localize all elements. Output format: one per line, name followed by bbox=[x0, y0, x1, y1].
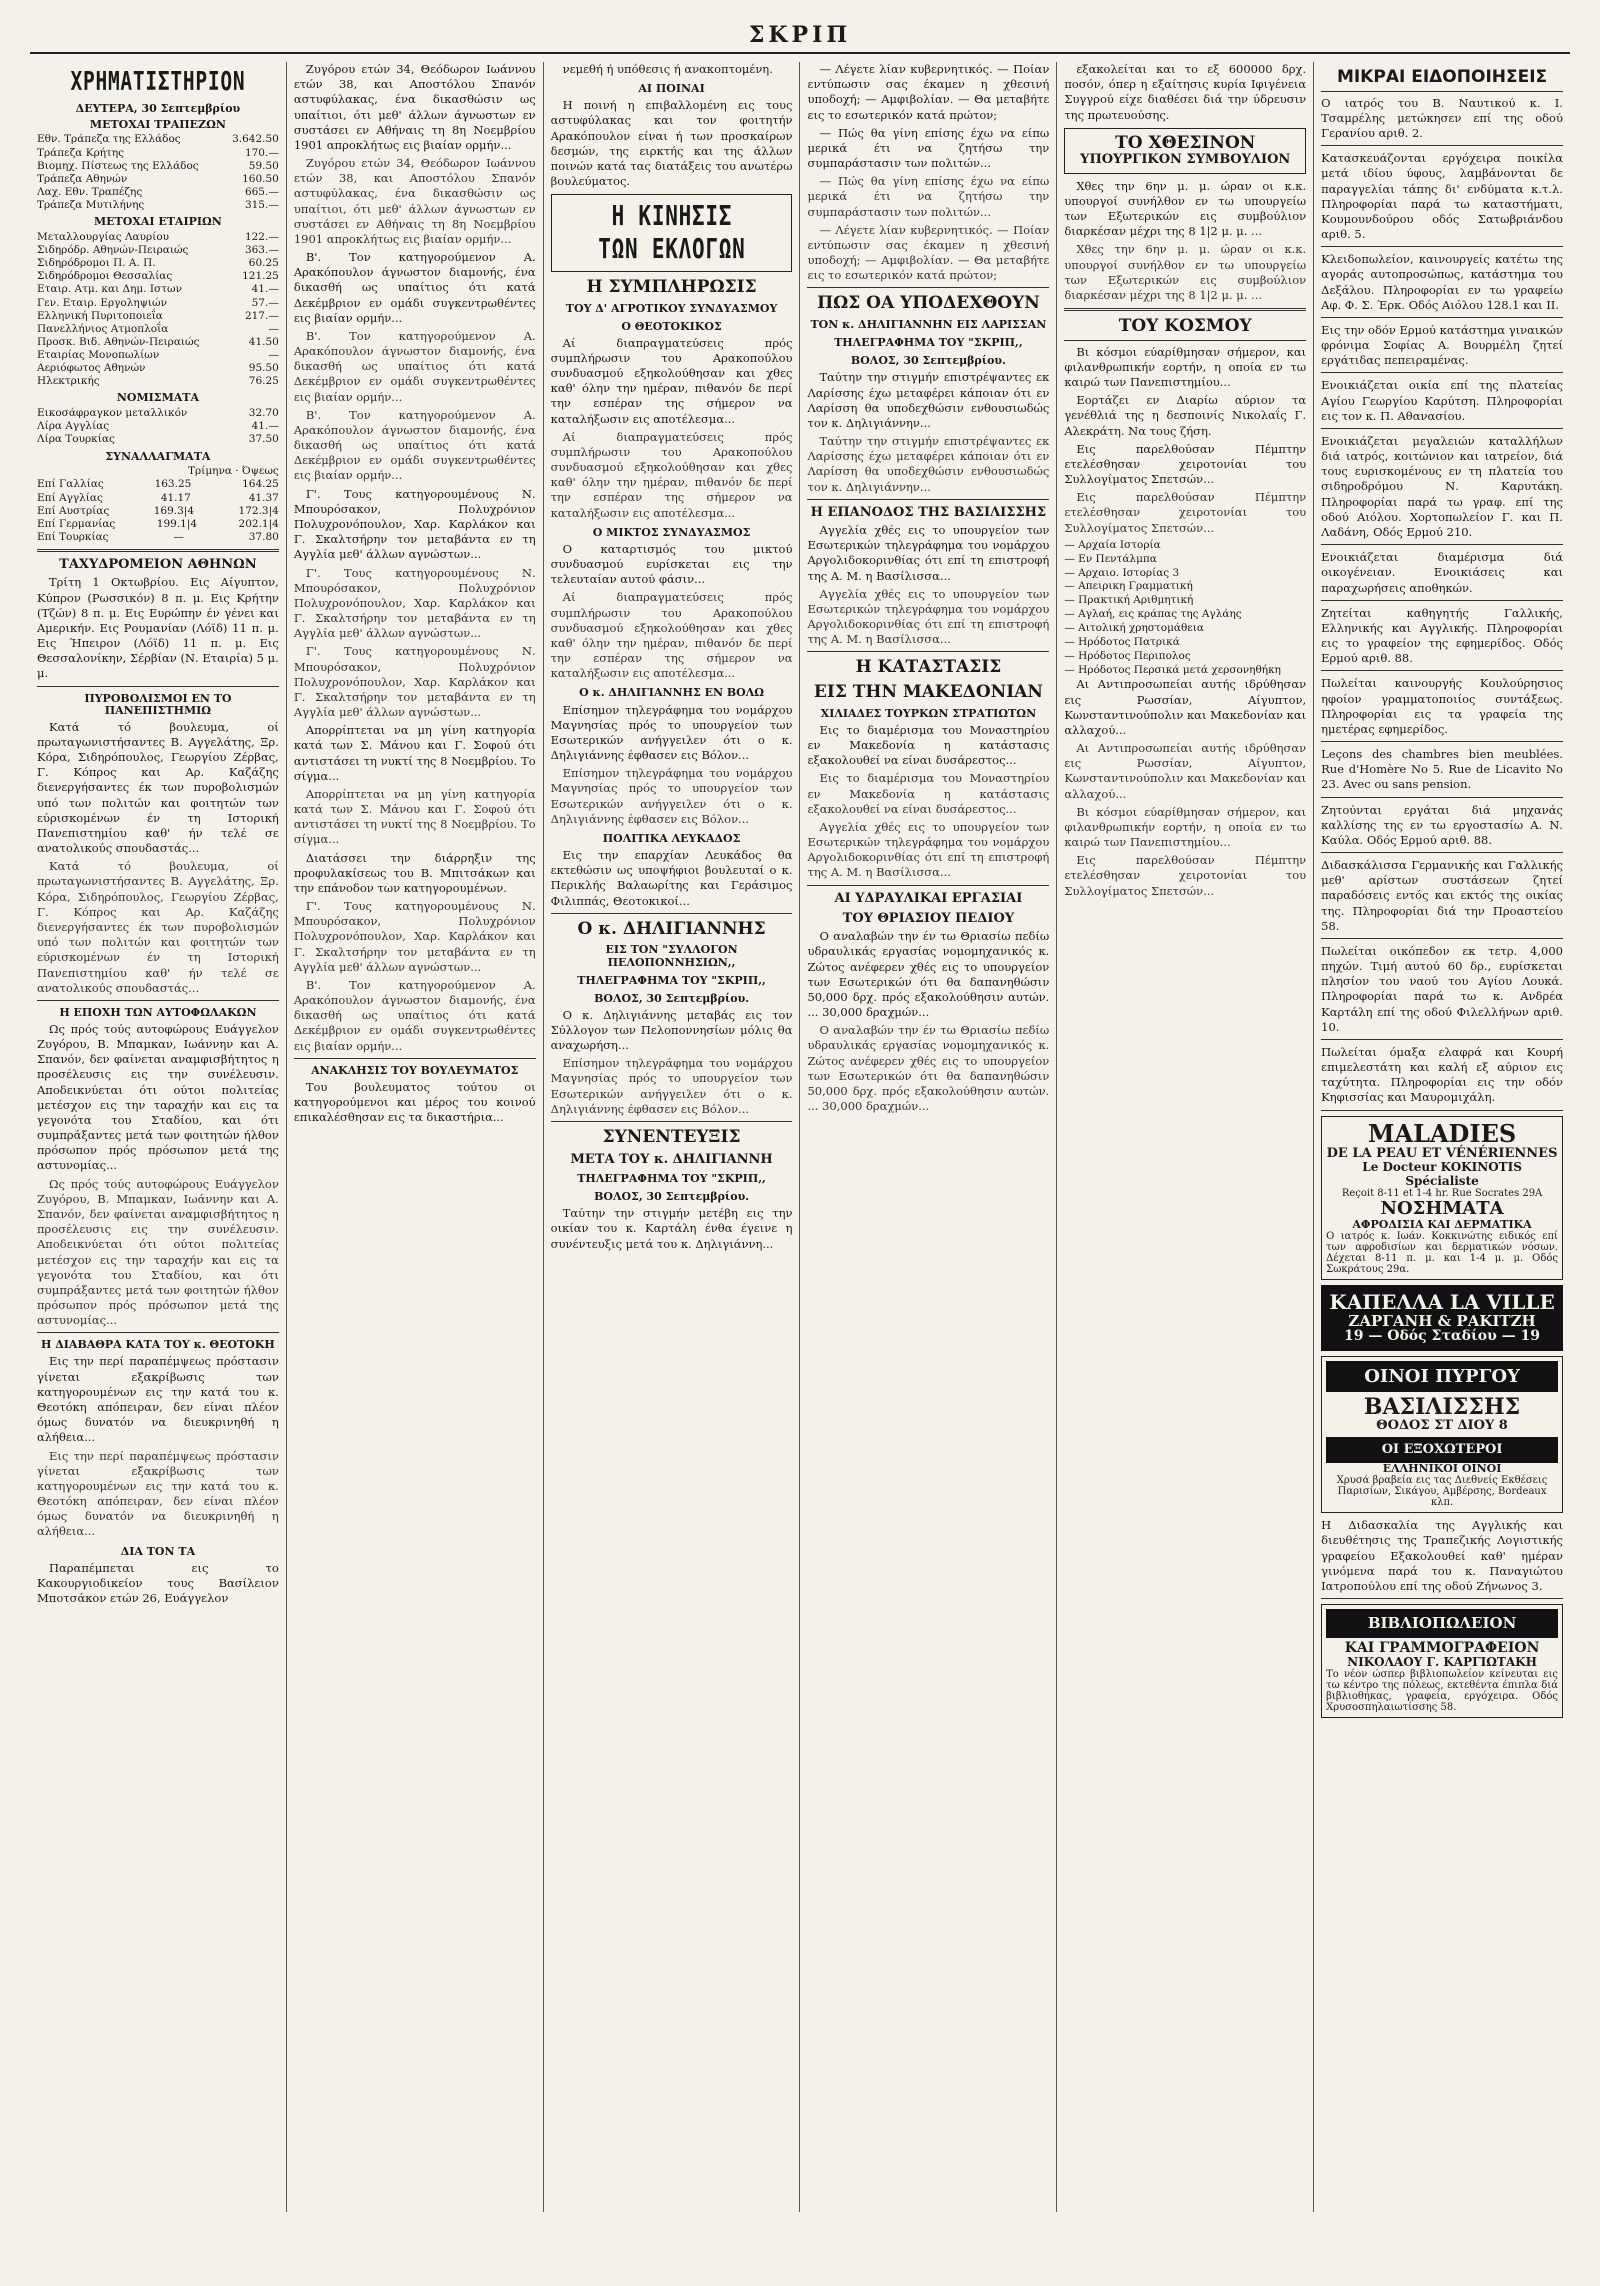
market-cell: 172.3|4 bbox=[238, 504, 279, 517]
volos-heading: Ο κ. ΔΗΛΙΓΙΑΝΝΗΣ ΕΝ ΒΟΛΩ bbox=[579, 686, 765, 700]
market-cell: — bbox=[268, 349, 279, 362]
market-cell: Επί Αυστρίας bbox=[37, 504, 110, 517]
col2-text-5c: Β'. Τον κατηγορούμενον Α. Αρακόπουλον άγνωστον διαμονής, ένα δικασθή ως υπαίτιος ότι κατά Δεκέμβριον εν ομάδι συγκεντρωθέντες εις βιαίαν ορμήν... bbox=[293, 977, 536, 1053]
market-cell: Εικοσάφραγκον μεταλλικόν bbox=[37, 407, 188, 420]
completion-heading: Η ΣΥΜΠΛΗΡΩΣΙΣ bbox=[586, 276, 757, 297]
list-heading: ΔΙΑ ΤΟΝ ΤΑ bbox=[120, 1544, 196, 1558]
market-cell: 315.— bbox=[244, 199, 279, 212]
market-cell: 37.50 bbox=[248, 433, 279, 446]
dateline-2: ΒΟΛΟΣ, 30 Σεπτεμβρίου. bbox=[594, 1190, 750, 1204]
bookshop-owner: ΝΙΚΟΛΑΟΥ Γ. ΚΑΡΓΙΩΤΑΚΗ bbox=[1347, 1654, 1537, 1669]
col4-text-2c: — Λέγετε λίαν κυβερνητικός. — Ποίαν εντύπωσιν σας έκαμεν η χθεσινή υποδοχή; — Αμφιβολίαν. — Θα μεταβήτε εις το εσωτερικόν κατά πρώτον; bbox=[807, 222, 1050, 283]
market-cell: 665.— bbox=[244, 185, 279, 198]
world-heading: ΤΟΥ ΚΟΣΜΟΥ bbox=[1118, 316, 1252, 337]
columns bbox=[30, 62, 1570, 2212]
world-text-3: Εις παρελθούσαν Πέμπτην ετελέσθησαν χειροτονίαι του Συλλογίματος Σπετσών... bbox=[1064, 441, 1307, 487]
maladies-ad bbox=[1321, 1116, 1563, 1280]
penalties-text: Η ποινή η επιβαλλομένη εις τους αστυφύλακας και τον φοιτητήν Αρακόπουλον είναι ή των προσκαίρων δεσμών, της ειρκτής και της άλλων ποινών κατά τας διατάξεις του ανωτέρω βουλεύματος. bbox=[550, 98, 793, 189]
classified-ad: Πωλείται καινουργής Κουλούρησιος ηφοίον γραμματοποιίος συντάξεως. Πληροφορίαι εις τα γραφεία της ημετέρας εφημερίδος. bbox=[1321, 676, 1563, 742]
mixed-text-cont: Αί διαπραγματεύσεις πρός συμπλήρωσιν του Αρακοπούλου συνδυασμού εξηκολούθησαν και χθες καθ' όλην την ημέραν, πιθανόν δε περί την εσπέραν της σήμερον να καταλήξωσιν εις αποτέλεσμα... bbox=[550, 590, 793, 681]
stock-exchange-heading: ΧΡΗΜΑΤΙΣΤΗΡΙΟΝ bbox=[70, 67, 246, 97]
market-row bbox=[37, 147, 279, 160]
market-row bbox=[37, 336, 279, 349]
bank-shares-heading: ΜΕΤΟΧΑΙ ΤΡΑΠΕΖΩΝ bbox=[89, 117, 226, 131]
market-cell: Αεριόφωτος Αθηνών bbox=[37, 362, 146, 375]
defense-heading: Η ΔΙΑΒΑΘΡΑ ΚΑΤΑ ΤΟΥ κ. ΘΕΟΤΟΚΗ bbox=[41, 1338, 275, 1352]
telegram-label-2: ΤΗΛΕΓΡΑΦΗΜΑ ΤΟΥ "ΣΚΡΙΠ,, bbox=[577, 1171, 766, 1185]
hats-names: ΖΑΡΓΑΝΗ & ΡΑΚΙΤΖΗ bbox=[1348, 1311, 1536, 1330]
maladies-title: MALADIES bbox=[1367, 1118, 1517, 1148]
market-row bbox=[37, 270, 279, 283]
elections-heading-2: ΤΩΝ ΕΚΛΟΓΩΝ bbox=[597, 232, 746, 266]
market-row bbox=[37, 407, 279, 420]
market-cell: 163.25 bbox=[154, 478, 192, 491]
classified-ad: Πωλείται οικόπεδον εκ τετρ. 4,000 πηχών. Τιμή αυτού 60 δρ., ευρίσκεται πλησίον του ναού του Αγίου Λουκά. Πληροφορίαι παρά τω κ. Ανδρέα Καρτάλη επί της οδού Φιλελλήνων αριθ. 10. bbox=[1321, 944, 1563, 1040]
cabinet-heading-2: ΥΠΟΥΡΓΙΚΟΝ ΣΥΜΒΟΥΛΙΟΝ bbox=[1080, 152, 1291, 168]
market-row bbox=[37, 186, 279, 199]
macedonia-heading-1: Η ΚΑΤΑΣΤΑΣΙΣ bbox=[855, 657, 1002, 678]
market-row bbox=[37, 518, 279, 531]
theotokis-text-cont: Αί διαπραγματεύσεις πρός συμπλήρωσιν του Αρακοπούλου συνδυασμού εξηκολούθησαν και χθες καθ' όλην την ημέραν, πιθανόν δε περί την εσπέραν της σήμερον να καταλήξωσιν εις αποτέλεσμα... bbox=[550, 429, 793, 520]
market-cell: Γεν. Εταιρ. Εργοληψιών bbox=[37, 296, 167, 309]
world-text-2: Εορτάζει εν Διαρίω αύριον τα γενέθλιά της η δεσποινίς Νικολαΐς Γ. Αλεκράτη. Να τους ζήση. bbox=[1064, 393, 1307, 438]
defense-text: Εις την περί παραπέμψεως πρόστασιν γίνεται εξακρίβωσις των κατηγορουμένων εις την κατά του κ. Θεοτόκη απόπειραν, δεν είναι πλέον όμως δυνατόν να διευκρινηθή η αλήθεια... bbox=[37, 1354, 279, 1445]
col2-text-4: Απορρίπτεται να μη γίνη κατηγορία κατά των Σ. Μάνου και Γ. Σοφού ότι αντιστάσει τη νυκτί της 8 Νοεμβρίου. Το σίγμα... bbox=[293, 723, 536, 783]
market-row bbox=[37, 420, 279, 433]
market-cell: Σιδηρόδρ. Αθηνών-Πειραιώς bbox=[37, 244, 189, 257]
col4-text-2: — Πώς θα γίνη επίσης έχω να είπω μερικά έτι να ζητήσω την συμπαράστασιν των πολιτών... bbox=[807, 125, 1050, 171]
column-2 bbox=[287, 62, 544, 2212]
books-list bbox=[1064, 539, 1306, 678]
market-row bbox=[37, 362, 279, 375]
hats-address: 19 — Οδός Σταδίου — 19 bbox=[1344, 1328, 1541, 1345]
dateline-3: ΒΟΛΟΣ, 30 Σεπτεμβρίου. bbox=[850, 354, 1006, 368]
market-cell: 199.1|4 bbox=[156, 517, 198, 530]
market-cell: 160.50 bbox=[242, 172, 279, 185]
market-cell: Ελληνική Πυριτοποιεΐα bbox=[37, 309, 163, 322]
market-cell: Λίρα Τουρκίας bbox=[37, 433, 115, 446]
col3-text-0: νεμεθή ή υπόθεσις ή ανακοπτομένη. bbox=[562, 62, 773, 76]
classified-ad: Ζητούνται εργάται διά μηχανάς καλλίσης της εν τω εργοστασίω Α. Ν. Καύλα. Οδός Ερμού αριθ. 88. bbox=[1321, 803, 1563, 854]
diligiannis-text-cont: Επίσημον τηλεγράφημα του νομάρχου Μαγνησίας πρός το υπουργείον των Εσωτερικών ανήγγειλεν ότι ο κ. Δηλιγιάννης έφθασεν εις Βόλον... bbox=[550, 1056, 793, 1116]
col2-text-2: Β'. Τον κατηγορούμενον Α. Αρακόπουλον άγνωστον διαμονής, ένα δικασθή ως υπαίτιος ότι κατά Δεκέμβριον εν ομάδι συγκεντρωθέντες εις βιαίαν ορμήν... bbox=[293, 250, 536, 325]
hats-ad bbox=[1321, 1285, 1563, 1351]
book-item: — Αιτολική χρηστομάθεια bbox=[1064, 621, 1204, 634]
interview-text: Ταύτην την στιγμήν μετέβη εις την οικίαν του κ. Καρτάλη ένθα έγεινε η συνέντευξις μετά του κ. Δηλιγιάννη... bbox=[550, 1206, 793, 1251]
classified-ads-list bbox=[1321, 96, 1563, 1111]
bank-shares-list bbox=[37, 133, 279, 212]
hydraulic-text: Ο αναλαβών την έν τω Θριασίω πεδίω υδραυλικάς εργασίας νομομηχανικός κ. Ζώτος ανέφερεν χθές εις το υπουργείον των Εσωτερικών ότι θα δαπανηθώσιν 50,000 δρχ. πρός εξακολούθησιν αυτών. ... 30,000 δραχμών... bbox=[807, 929, 1050, 1020]
shootings-text: Κατά τό βουλευμα, οί πρωταγωνιστήσαντες Β. Αγγελάτης, Ξρ. Κόρα, Σιδηρόπουλος, Γεωργίου Ζέρβας, Γ. Κόπρος και Αρ. Καζάζης διενεργήσαντες έκ των πυροβολισμών υπό των πολιτών και φοιτητών των εύρισκομένων έν τη Ιστορική Πανεπιστημίου καθ' ήν τελέ σε ανατολικούς σπουδαστάς... bbox=[37, 719, 279, 856]
column-5 bbox=[1057, 62, 1314, 2212]
telegram-label-1: ΤΗΛΕΓΡΑΦΗΜΑ ΤΟΥ "ΣΚΡΙΠ,, bbox=[577, 973, 766, 987]
reception-text: Ταύτην την στιγμήν επιστρέψαντες εκ Λαρίσσης έχω μεταφέρει κάποιαν ότι εν Λαρίσση θα υποδεχθώσιν ενθουσιωδώς τον κ. Δηλιγιάννην... bbox=[807, 370, 1050, 430]
classified-ad: Διδασκάλισσα Γερμανικής και Γαλλικής μεθ' αρίστων συστάσεων ζητεί παραδόσεις εντός και εκτός της οικίας της. Πληροφορίαι διά την Προαστείου 58. bbox=[1321, 858, 1563, 939]
col2-text-4b: Απορρίπτεται να μη γίνη κατηγορία κατά των Σ. Μάνου και Γ. Σοφού ότι αντιστάσει τη νυκτί της 8 Νοεμβρίου. Το σίγμα... bbox=[293, 786, 536, 847]
market-row bbox=[37, 505, 279, 518]
shootings-heading: ΠΥΡΟΒΟΛΙΣΜΟΙ ΕΝ ΤΟ ΠΑΝΕΠΙΣΤΗΜΙΩ bbox=[84, 691, 232, 717]
market-row bbox=[37, 349, 279, 362]
market-cell: 41.— bbox=[251, 420, 279, 433]
diligiannis-subheading: ΕΙΣ ΤΟΝ "ΣΥΛΛΟΓΟΝ ΠΕΛΟΠΟΝΝΗΣΙΩΝ,, bbox=[605, 943, 738, 969]
cabinet-text-cont: Χθες την 6ην μ. μ. ώραν οι κ.κ. υπουργοί συνήλθον εν τω υπουργείω των Εξωτερικών εις συμβούλιον διαρκέσαν μέχρι της 8 1|2 μ. μ. ... bbox=[1064, 242, 1307, 302]
world-text-1: Βι κόσμοι εύαρίθμησαν σήμερον, και φιλανθρωπικήν εορτήν, η οποία εν τω καιρώ των Πανεπιστημίου... bbox=[1064, 344, 1307, 390]
reception-subheading: ΤΟΝ κ. ΔΗΛΙΓΙΑΝΝΗΝ ΕΙΣ ΛΑΡΙΣΣΑΝ bbox=[810, 318, 1047, 332]
market-cell: 37.80 bbox=[248, 530, 279, 543]
column-3 bbox=[544, 62, 801, 2212]
macedonia-text: Εις το διαμέρισμα του Μοναστηρίου εν Μακεδονία η κατάστασις εξακολουθεί να είναι δυσάρεστος... bbox=[807, 722, 1050, 768]
market-row bbox=[37, 283, 279, 296]
bookshop-ad bbox=[1321, 1604, 1563, 1718]
book-item: — Απειρικη Γραμματική bbox=[1064, 580, 1193, 593]
list-text: Παραπέμπεται εις το Κακουργιοδικείον τους Βασίλειον Μποτσάκον ετών 26, Ευάγγελον bbox=[37, 1560, 279, 1605]
col4-text-1: — Λέγετε λίαν κυβερνητικός. — Ποίαν εντύπωσιν σας έκαμεν η χθεσινή υποδοχή; — Αμφιβολίαν. — Θα μεταβήτε εις το εσωτερικόν κατά πρώτον; bbox=[807, 62, 1050, 122]
stock-date: ΔΕΥΤΕΡΑ, 30 Σεπτεμβρίου bbox=[75, 101, 241, 115]
classified-ad: Κλειδοπωλείον, καινουργείς κατέτω της αγοράς αυτοπροσώπως, κατάστημα του Δεξάλου. Πληροφορίαι εν τω γραφείω Αφ. Φ. Σ. Έρκ. Οδός Αιόλου 128.1 και ΙΙ. bbox=[1321, 252, 1563, 318]
classified-ad: Κατασκευάζονται εργόχειρα ποικίλα μετά ιδίου ύφους, λαμβάνονται δε παραγγελίαι τάπης δι' ενδύματα κ.τ.λ. Πληροφορίαι παρά τω καταστήματι, Κουμουνδούρου οδός Σατωβριάνδου αριθ. 5. bbox=[1321, 151, 1563, 247]
classified-ad: Ζητείται καθηγητής Γαλλικής, Ελληνικής και Αγγλικής. Πληροφορίαι εις το γραφείον της εφημερίδος. Οδός Ερμού αριθ. 88. bbox=[1321, 606, 1563, 672]
completion-subheading: ΤΟΥ Δ' ΑΓΡΟΤΙΚΟΥ ΣΥΝΔΥΑΣΜΟΥ bbox=[565, 301, 778, 315]
defense-text-cont: Εις την περί παραπέμψεως πρόστασιν γίνεται εξακρίβωσις των κατηγορουμένων εις την κατά του κ. Θεοτόκη απόπειραν, δεν είναι πλέον όμως δυνατόν να διευκρινηθή η αλήθεια... bbox=[37, 1448, 279, 1539]
cabinet-heading-1: ΤΟ ΧΘΕΣΙΝΟΝ bbox=[1115, 132, 1256, 153]
police-text-cont: Ως πρός τούς αυτοφώρους Ευάγγελον Ζυγόρου, Β. Μπαμκαν, Ιωάννην και Α. Σπανόν, δεν φαίνεται αναμφισβήτητος η προσέλευσις εις την συνέλευσιν. Αποδεικνύεται ότι ούτοι πολιτείας μετέσχον εις την ταραχήν και εις τα γεγονότα του Σταδίου, και ότι συμπράξαντες μετά των φοιτητών ήλθον πρόσωπον πρός πρόσωπον μετά της αστυνομίας... bbox=[37, 1176, 279, 1328]
hydraulic-heading-1: ΑΙ ΥΔΡΑΥΛΙΚΑΙ ΕΡΓΑΣΙΑΙ bbox=[834, 890, 1023, 906]
recall-heading: ΑΝΑΚΛΗΣΙΣ ΤΟΥ ΒΟΥΛΕΥΜΑΤΟΣ bbox=[311, 1063, 519, 1077]
hydraulic-heading-2: ΤΟΥ ΘΡΙΑΣΙΟΥ ΠΕΔΙΟΥ bbox=[842, 910, 1015, 926]
market-row bbox=[37, 531, 279, 544]
market-cell: Τράπεζα Κρήτης bbox=[37, 146, 125, 159]
market-row bbox=[37, 257, 279, 270]
recall-text: Του βουλευματος τούτου οι κατηγορούμενοι και μέρος του κοινού επικαλέσθησαν εις τα δικαστήρια... bbox=[293, 1079, 536, 1125]
hydraulic-text-cont: Ο αναλαβών την έν τω Θριασίω πεδίω υδραυλικάς εργασίας νομομηχανικός κ. Ζώτος ανέφερεν χθές εις το υπουργείον των Εσωτερικών ότι θα δαπανηθώσιν 50,000 δρχ. πρός εξακολούθησιν αυτών. ... 30,000 δραχμών... bbox=[807, 1023, 1050, 1114]
police-text: Ως πρός τούς αυτοφώρους Ευάγγελον Ζυγόρου, Β. Μπαμκαν, Ιωάννην και Α. Σπανόν, δεν φαίνεται αναμφισβήτητος η προσέλευσις εις την συνέλευσιν. Αποδεικνύεται ότι ούτοι πολιτείας μετέσχον εις την ταραχήν και εις τα γεγονότα του Σταδίου, και ότι συμπράξαντες μετά των φοιτητών ήλθον πρόσωπον πρός πρόσωπον μετά της αστυνομίας... bbox=[37, 1021, 279, 1173]
maladies-greek-title: ΝΟΣΗΜΑΤΑ bbox=[1380, 1197, 1504, 1219]
ads-heading: ΜΙΚΡΑΙ ΕΙΔΟΠΟΙΗΣΕΙΣ bbox=[1336, 67, 1548, 87]
mixed-text: Ο καταρτισμός του μικτού συνδυασμού ευρίσκεται εις την τελευταίαν αυτού φάσιν... bbox=[550, 541, 793, 587]
col2-text-1b: Ζυγόρου ετών 34, Θεόδωρον Ιωάννου ετών 38, και Αποστόλου Σπανόν αστυφύλακας, ένα δικασθώσιν ως υπαίτιοι, ότι μεθ' άλλων άγνωστων εν συστάσει εν Αθήναις τη 8η Νοεμβρίου 1901 απροκλήτως εις βιαίαν ορμήν... bbox=[293, 156, 536, 246]
exchange-columns: Τρίμηνα · Όψεως bbox=[188, 465, 279, 478]
market-cell: 41.17 bbox=[160, 491, 191, 504]
book-item: — Ηρόδοτος Περιπολος bbox=[1064, 649, 1191, 662]
bookshop-subtitle: ΚΑΙ ΓΡΑΜΜΟΓΡΑΦΕΙΟΝ bbox=[1344, 1639, 1540, 1656]
book-item: — Αρχαία Ιστορία bbox=[1064, 538, 1161, 551]
market-cell: 60.25 bbox=[248, 257, 279, 270]
wine-greek: ΕΛΛΗΝΙΚΟΙ ΟΙΝΟΙ bbox=[1382, 1462, 1502, 1476]
maladies-greek-subtitle: ΑΦΡΟΔΙΣΙΑ ΚΑΙ ΔΕΡΜΑΤΙΚΑ bbox=[1352, 1217, 1532, 1231]
macedonia-heading-2: ΕΙΣ ΤΗΝ ΜΑΚΕΔΟΝΙΑΝ bbox=[813, 682, 1043, 703]
interview-subheading: ΜΕΤΑ ΤΟΥ κ. ΔΗΛΙΓΙΑΝΝΗ bbox=[570, 1151, 773, 1167]
telegram-label-3: ΤΗΛΕΓΡΑΦΗΜΑ ΤΟΥ "ΣΚΡΙΠ,, bbox=[834, 336, 1023, 350]
market-cell: Λίρα Αγγλίας bbox=[37, 420, 110, 433]
market-cell: 32.70 bbox=[248, 407, 279, 420]
diligiannis-text: Ο κ. Δηλιγιάννης μεταβάς εις τον Σύλλογον των Πελοποννησίων μόλις θα αναχωρήση... bbox=[550, 1007, 793, 1053]
market-cell: Τράπεζα Αθηνών bbox=[37, 172, 128, 185]
col2-text-2c: Β'. Τον κατηγορούμενον Α. Αρακόπουλον άγνωστον διαμονής, ένα δικασθή ως υπαίτιος ότι κατά Δεκέμβριον εν ομάδι συγκεντρωθέντες εις βιαίαν ορμήν... bbox=[293, 407, 536, 483]
theotokis-text: Αί διαπραγματεύσεις πρός συμπλήρωσιν του Αρακοπούλου συνδυασμού εξηκολούθησαν και χθες καθ' όλην την ημέραν, πιθανόν δε περί την εσπέραν της σήμερον να καταλήξωσιν εις αποτέλεσμα... bbox=[550, 335, 793, 426]
market-cell: 59.50 bbox=[248, 159, 279, 172]
interview-heading: ΣΥΝΕΝΤΕΥΞΙΣ bbox=[602, 1126, 741, 1147]
hats-title: ΚΑΠΕΛΛΑ LA VILLE bbox=[1329, 1289, 1555, 1314]
book-item: — Αγλαή, εις κράπας της Αγλάης bbox=[1064, 608, 1242, 621]
column-4 bbox=[800, 62, 1057, 2212]
exchange-list bbox=[37, 478, 279, 544]
macedonia-text-cont: Εις το διαμέρισμα του Μοναστηρίου εν Μακεδονία η κατάστασις εξακολουθεί να είναι δυσάρεστος... bbox=[807, 771, 1050, 816]
diligiannis-heading: Ο κ. ΔΗΛΙΓΙΑΝΝΗΣ bbox=[577, 918, 766, 939]
market-cell: 217.— bbox=[244, 309, 279, 322]
volos-text-cont: Επίσημον τηλεγράφημα του νομάρχου Μαγνησίας πρός το υπουργείον των Εσωτερικών ανήγγειλεν ότι ο κ. Δηλιγιάννης έφθασεν εις Βόλον... bbox=[550, 766, 793, 826]
theotokis-heading: Ο ΘΕΟΤΟΚΙΚΟΣ bbox=[621, 319, 722, 333]
market-cell: 41.37 bbox=[248, 491, 279, 504]
english-lessons-ad: Η Διδασκαλία της Αγγλικής και διευθέτησις της Τραπεζικής Λογιστικής γραφείου Εξακολουθεί καθ' ημέραν γινόμενα παρά του κ. Παναγιώτου Ιατροπούλου επί της οδού Ζήνωνος 3. bbox=[1321, 1518, 1563, 1599]
market-cell: Εταιρ. Ατμ. και Δημ. Ιστων bbox=[37, 283, 182, 296]
reception-heading: ΠΩΣ ΟΑ ΥΠΟΔΕΧΘΟΥΝ bbox=[817, 293, 1040, 314]
col2-text-3c: Γ'. Τους κατηγορουμένους Ν. Μπουρόσακον, Πολυχρόνιον Πολυχρονόπουλον, Χαρ. Καρλάκον και Γ. Σκαλτσήρην τον μεταβάντα εν τη Αγγλία μεθ' άλλων αγνώστων... bbox=[293, 644, 536, 720]
market-cell: Επί Γερμανίας bbox=[37, 517, 116, 530]
maladies-doctor: Le Docteur KOKINOTIS Spécialiste bbox=[1362, 1160, 1522, 1188]
market-cell: Εταιρίας Μονοπωλίων bbox=[37, 349, 160, 362]
classified-ad: Leçons des chambres bien meublées. Rue d'Homère No 5. Rue de Licavito No 23. Avec ou sans pension. bbox=[1321, 747, 1563, 798]
bookshop-text: Το νέον ώσπερ βιβλιοπωλείον κείνευται εις τω κέντρο της πόλεως, εκτεθέντα έπιπλα διά βιβλιοθήκας, γραφεία, εργόχειρα. Οδός Χρυσοσπηλαιωτίσσης 58. bbox=[1326, 1669, 1558, 1714]
wine-brand: ΒΑΣΙΛΙΣΣΗΣ bbox=[1363, 1394, 1521, 1421]
market-cell: 57.— bbox=[251, 296, 279, 309]
cabinet-text: Χθες την 6ην μ. μ. ώραν οι κ.κ. υπουργοί συνήλθον εν τω υπουργείω των Εξωτερικών εις συμβούλιον διαρκέσαν μέχρι της 8 1|2 μ. μ. ... bbox=[1064, 178, 1307, 239]
market-cell: 3.642.50 bbox=[232, 133, 279, 146]
queen-text-cont: Αγγελία χθές εις το υπουργείον των Εσωτερικών τηλεγράφημα του νομάρχου Αργολιδοκορινθίας ότι επί τη επιστροφή της Α. Μ. η Βασίλισσα... bbox=[807, 586, 1050, 647]
classified-ad: Ενοικιάζεται οικία επί της πλατείας Αγίου Γεωργίου Καρύτση. Πληροφορίαι εις τον κ. Π. Αθανασίου. bbox=[1321, 378, 1563, 429]
column-6-ads bbox=[1314, 62, 1570, 2212]
classified-ad: Ο ιατρός του Β. Ναυτικού κ. Ι. Τσαμρέλης μετώκησεν επί της οδού Γερανίου αριθ. 2. bbox=[1321, 96, 1563, 147]
market-cell: 202.1|4 bbox=[238, 517, 279, 530]
market-cell: Ηλεκτρικής bbox=[37, 375, 100, 388]
queen-heading: Η ΕΠΑΝΟΔΟΣ ΤΗΣ ΒΑΣΙΛΙΣΣΗΣ bbox=[810, 504, 1047, 520]
lefkada-text: Εις την επαρχίαν Λευκάδος θα εκτεθώσιν ως υποψήφιοι βουλευταί ο κ. Περικλής Βαλαωρίτης και Γεράσιμος Φιλιππάς, Θεοτοκικοί... bbox=[550, 848, 793, 908]
world-text-4: Αι Αντιπροσωπείαι αυτής ιδρύθησαν εις Ρωσσίαν, Αίγυπτον, Κωνσταντινούπολιν και Μακεδονίαν και αλλαχού... bbox=[1064, 677, 1307, 737]
classified-ad: Ενοικιάζεται διαμέρισμα διά οικογένειαν. Ενοικιάσεις και παραχωρήσεις αποθηκών. bbox=[1321, 550, 1563, 601]
market-cell: Προσκ. Βιδ. Αθηνών-Πειραιώς bbox=[37, 335, 200, 348]
newspaper-page bbox=[30, 22, 1570, 2212]
market-cell: Επί Γαλλίας bbox=[37, 478, 104, 491]
market-row bbox=[37, 173, 279, 186]
bookshop-title: ΒΙΒΛΙΟΠΩΛΕΙΟΝ bbox=[1326, 1609, 1558, 1638]
market-cell: 76.25 bbox=[248, 375, 279, 388]
market-cell: 363.— bbox=[244, 244, 279, 257]
wine-awards: Χρυσά βραβεία εις τας Διεθνείς Εκθέσεις Παρισίων, Σικάγου, Αμβέρσης, Bordeaux κλπ. bbox=[1336, 1475, 1548, 1509]
market-cell: 41.50 bbox=[248, 335, 279, 348]
market-row bbox=[37, 199, 279, 212]
market-row bbox=[37, 492, 279, 505]
maladies-greek-text: Ο ιατρός κ. Ιωάν. Κοκκινώτης ειδικός επί των αφροδισίων και δερματικών νόσων. Δέχεται 8-11 π. μ. και 1-4 μ. μ. Οδός Σωκράτους 29α. bbox=[1326, 1230, 1558, 1275]
col2-text-1: Ζυγόρου ετών 34, Θεόδωρον Ιωάννου ετών 38, και Αποστόλου Σπανόν αστυφύλακας, ένα δικασθώσιν ως υπαίτιοι, ότι μεθ' άλλων άγνωστων εν συστάσει εν Αθήναις τη 8η Νοεμβρίου 1901 απροκλήτως εις βιαίαν ορμήν... bbox=[293, 62, 536, 152]
world-text-4b: Αι Αντιπροσωπείαι αυτής ιδρύθησαν εις Ρωσσίαν, Αίγυπτον, Κωνσταντινούπολιν και Μακεδονίαν και αλλαχού... bbox=[1064, 741, 1307, 801]
col2-text-5b: Γ'. Τους κατηγορουμένους Ν. Μπουρόσακον, Πολυχρόνιον Πολυχρονόπουλον, Χαρ. Καρλάκον και Γ. Σκαλτσήρην τον μεταβάντα εν τη Αγγλία μεθ' άλλων αγνώστων... bbox=[293, 899, 536, 974]
elections-headline-box bbox=[551, 194, 793, 272]
market-cell: Πανελλήνιος Ατμοπλοΐα bbox=[37, 322, 169, 335]
company-shares-list bbox=[37, 231, 279, 389]
market-cell: 95.50 bbox=[248, 362, 279, 375]
post-text: Τρίτη 1 Οκτωβρίου. Εις Αίγυπτον, Κύπρον (Ρωσσικόν) 8 π. μ. Εις Κρήτην (Τζών) 8 π. μ. Εις Ευρώπην έν γένει και Αμερικήν. Εις Ρουμανίαν (Λόϊδ) 11 π. μ. Εις Ήπειρον (Λόϊδ) 11 π. μ. Εις Θεσσαλονίκην, Σέρβίαν (Ν. Εταιρία) 5 μ. μ. bbox=[37, 575, 279, 681]
col4-text-2b: — Πώς θα γίνη επίσης έχω να είπω μερικά έτι να ζητήσω την συμπαράστασιν των πολιτών... bbox=[807, 174, 1050, 219]
market-row bbox=[37, 375, 279, 388]
market-cell: 41.— bbox=[251, 283, 279, 296]
market-row bbox=[37, 433, 279, 446]
reception-text-cont: Ταύτην την στιγμήν επιστρέψαντες εκ Λαρίσσης έχω μεταφέρει κάποιαν ότι εν Λαρίσση θα υποδεχθώσιν ενθουσιωδώς τον κ. Δηλιγιάννην... bbox=[807, 434, 1050, 494]
market-row bbox=[37, 133, 279, 146]
world-text-4d: Εις παρελθούσαν Πέμπτην ετελέσθησαν χειροτονίαι του Συλλογίματος Σπετσών... bbox=[1064, 853, 1307, 898]
market-table bbox=[37, 118, 279, 544]
book-item: — Αρχαιο. Ιστορίας 3 bbox=[1064, 566, 1180, 579]
penalties-heading: ΑΙ ΠΟΙΝΑΙ bbox=[638, 82, 705, 96]
col2-text-3b: Γ'. Τους κατηγορουμένους Ν. Μπουρόσακον, Πολυχρόνιον Πολυχρονόπουλον, Χαρ. Καρλάκον και Γ. Σκαλτσήρην τον μεταβάντα εν τη Αγγλία μεθ' άλλων αγνώστων... bbox=[293, 565, 536, 641]
maladies-hours: Reçoit 8-11 et 1-4 hr. Rue Socrates 29A bbox=[1341, 1187, 1543, 1199]
market-cell: Επί Αγγλίας bbox=[37, 491, 103, 504]
volos-text: Επίσημον τηλεγράφημα του νομάρχου Μαγνησίας πρός το υπουργείον των Εσωτερικών ανήγγειλεν ότι ο κ. Δηλιγιάννης έφθασεν εις Βόλον... bbox=[550, 702, 793, 763]
cabinet-headline-box bbox=[1064, 128, 1306, 174]
market-cell: Λαχ. Εθν. Τραπέζης bbox=[37, 185, 143, 198]
wine-excellent: ΟΙ ΕΞΟΧΩΤΕΡΟΙ bbox=[1326, 1437, 1558, 1463]
col2-text-5: Διατάσσει την διάρρηξιν της προφυλακίσεως του Β. Μπιτσάκων και την επάνοδον των κατηγορουμένων. bbox=[293, 850, 536, 895]
book-item: — Πρακτική Αριθμητική bbox=[1064, 594, 1194, 607]
coins-heading: ΝΟΜΙΣΜΑΤΑ bbox=[116, 391, 199, 405]
market-row bbox=[37, 297, 279, 310]
coins-list bbox=[37, 407, 279, 446]
book-item: — Εν Πεντάλμπα bbox=[1064, 552, 1157, 565]
maladies-subtitle: DE LA PEAU ET VÉNÉRIENNES bbox=[1326, 1146, 1558, 1162]
market-cell: Σιδηρόδρομοι Θεσσαλίας bbox=[37, 270, 173, 283]
col5-text-1: εξακολείται και το εξ 600000 δρχ. ποσόν, όπερ η εξαίτησις κυρία Ιφιγένεια Συγγρού είχε διαθέσει διά την ύδρευσιν της πρωτευούσης. bbox=[1064, 62, 1307, 122]
market-cell: Τράπεζα Μυτιλήνης bbox=[37, 199, 145, 212]
post-heading: ΤΑΧΥΔΡΟΜΕΙΟΝ ΑΘΗΝΩΝ bbox=[59, 557, 257, 573]
market-cell: Σιδηρόδρομοι Π. Α. Π. bbox=[37, 257, 156, 270]
world-text-3b: Εις παρελθούσαν Πέμπτην ετελέσθησαν χειροτονίαι του Συλλογίματος Σπετσών... bbox=[1064, 490, 1307, 535]
wine-ad bbox=[1321, 1356, 1563, 1514]
market-cell: — bbox=[173, 530, 184, 543]
world-text-4c: Βι κόσμοι εύαρίθμησαν σήμερον, και φιλανθρωπικήν εορτήν, η οποία εν τω καιρώ των Πανεπιστημίου... bbox=[1064, 804, 1307, 850]
market-cell: Εθν. Τράπεζα της Ελλάδος bbox=[37, 133, 181, 146]
company-shares-heading: ΜΕΤΟΧΑΙ ΕΤΑΙΡΙΩΝ bbox=[93, 215, 222, 229]
market-cell: 170.— bbox=[244, 146, 279, 159]
market-cell: — bbox=[268, 322, 279, 335]
classified-ad: Πωλείται όμαξα ελαφρά και Κουρή επιμελεστάτη και καλή εξ αύριον εις ταχύτητα. Πληροφορίαι εις την οδόν Κηφισσίας και Μαυρομιχάλη. bbox=[1321, 1045, 1563, 1111]
wine-address: ΘΟΔΟΣ ΣΤ ΔΙΟΥ 8 bbox=[1376, 1418, 1508, 1434]
col2-text-3: Γ'. Τους κατηγορουμένους Ν. Μπουρόσακον, Πολυχρόνιον Πολυχρονόπουλον, Χαρ. Καρλάκον και Γ. Σκαλτσήρην τον μεταβάντα εν τη Αγγλία μεθ' άλλων αγνώστων... bbox=[293, 486, 536, 562]
classified-ad: Ενοικιάζεται μεγαλειών καταλλήλων διά ιατρός, κοιτώνιον και ιατρείον, διά τους ευρισκομένους εν τη πλατεία του σιδηροδρόμου Ν. Καρυτάκη. Πληροφορίαι παρά τω γραφ. επί της οδού Αιόλου. Χορτοπωλείον Γ. και Π. Λαδάνη, Οδός Ερμού 210. bbox=[1321, 434, 1563, 545]
market-row bbox=[37, 310, 279, 323]
book-item: — Ηρόδοτος Περσικά μετά χερσονηθήκη bbox=[1064, 663, 1281, 676]
elections-heading-1: Η ΚΙΝΗΣΙΣ bbox=[611, 199, 732, 233]
market-cell: 164.25 bbox=[242, 478, 279, 491]
col2-text-2b: Β'. Τον κατηγορούμενον Α. Αρακόπουλον άγνωστον διαμονής, ένα δικασθή ως υπαίτιος ότι κατά Δεκέμβριον εν ομάδι συγκεντρωθέντες εις βιαίαν ορμήν... bbox=[293, 328, 536, 404]
exchange-heading: ΣΥΝΑΛΛΑΓΜΑΤΑ bbox=[105, 449, 211, 463]
book-item: — Ηρόδοτος Πατρικά bbox=[1064, 635, 1180, 648]
market-row bbox=[37, 323, 279, 336]
mixed-heading: Ο ΜΙΚΤΟΣ ΣΥΝΔΥΑΣΜΟΣ bbox=[592, 525, 751, 539]
masthead: ΣΚΡΙΠ bbox=[30, 22, 1570, 54]
market-cell: Βιομηχ. Πίστεως της Ελλάδος bbox=[37, 159, 199, 172]
market-cell: 122.— bbox=[244, 230, 279, 243]
market-row bbox=[37, 160, 279, 173]
wine-title: ΟΙΝΟΙ ΠΥΡΓΟΥ bbox=[1326, 1361, 1558, 1393]
queen-text: Αγγελία χθές εις το υπουργείον των Εσωτερικών τηλεγράφημα του νομάρχου Αργολιδοκορινθίας ότι επί τη επιστροφή της Α. Μ. η Βασίλισσα... bbox=[807, 523, 1050, 583]
column-1 bbox=[30, 62, 287, 2212]
market-row bbox=[37, 244, 279, 257]
market-cell: Μεταλλουργίας Λαυρίου bbox=[37, 230, 170, 243]
lefkada-heading: ΠΟΛΙΤΙΚΑ ΛΕΥΚΑΔΟΣ bbox=[602, 831, 741, 845]
macedonia-subheading: ΧΙΛΙΑΔΕΣ ΤΟΥΡΚΩΝ ΣΤΡΑΤΙΩΤΩΝ bbox=[820, 706, 1037, 720]
market-cell: 169.3|4 bbox=[153, 504, 195, 517]
market-cell: 121.25 bbox=[242, 270, 279, 283]
market-cell: Επί Τουρκίας bbox=[37, 530, 109, 543]
police-heading: Η ΕΠΟΧΗ ΤΩΝ ΑΥΤΟΦΩΛΑΚΩΝ bbox=[59, 1005, 257, 1019]
macedonia-text-cont2: Αγγελία χθές εις το υπουργείον των Εσωτερικών τηλεγράφημα του νομάρχου Αργολιδοκορινθίας ότι επί τη επιστροφή της Α. Μ. η Βασίλισσα... bbox=[807, 819, 1050, 880]
shootings-text-cont: Κατά τό βουλευμα, οί πρωταγωνιστήσαντες Β. Αγγελάτης, Ξρ. Κόρα, Σιδηρόπουλος, Γεωργίου Ζέρβας, Γ. Κόπρος και Αρ. Καζάζης διενεργήσαντες έκ των πυροβολισμών υπό των πολιτών και φοιτητών των εύρισκομένων έν τη Ιστορική Πανεπιστημίου καθ' ήν τελέ σε ανατολικούς σπουδαστάς... bbox=[37, 859, 279, 995]
classified-ad: Εις την οδόν Ερμού κατάστημα γιναικών φρόνιμα Σοφίας Α. Βουρμέλη ζητεί εργάτιδας πεπειραμένας. bbox=[1321, 323, 1563, 374]
market-row bbox=[37, 478, 279, 491]
market-row bbox=[37, 231, 279, 244]
dateline-1: ΒΟΛΟΣ, 30 Σεπτεμβρίου. bbox=[594, 991, 750, 1005]
